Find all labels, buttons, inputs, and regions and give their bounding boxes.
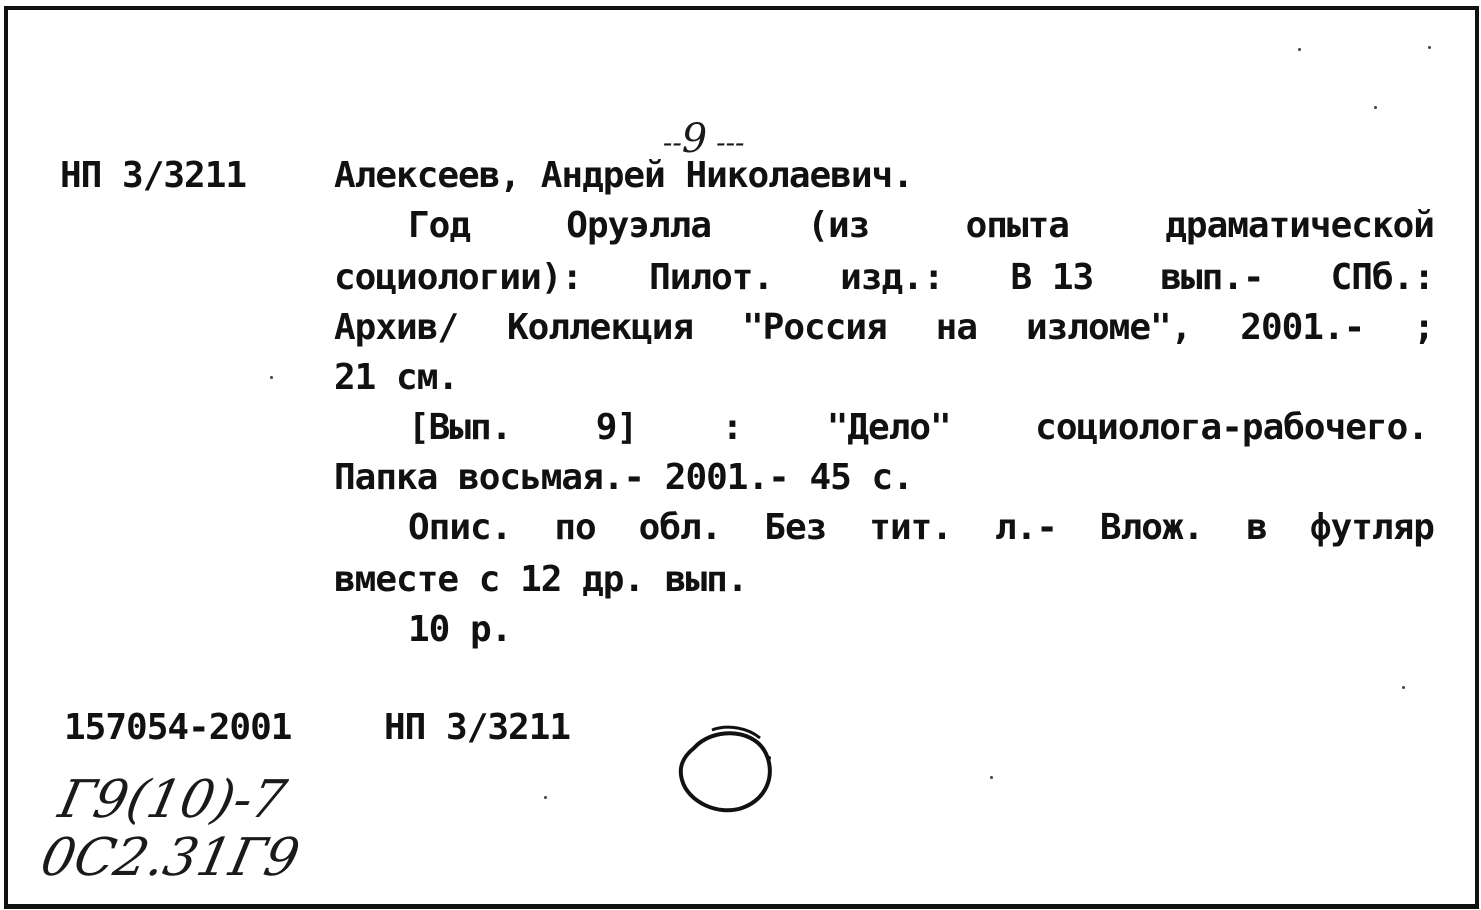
- word: В 13: [1010, 257, 1094, 298]
- word: 2001.-: [1240, 307, 1365, 348]
- word: Оруэлла: [566, 205, 712, 246]
- note-line-2: вместе с 12 др. вып.: [334, 559, 748, 600]
- word: вып.-: [1160, 257, 1264, 298]
- call-number: НП 3/3211: [60, 155, 247, 196]
- word: "Дело": [826, 407, 951, 448]
- word: Пилот.: [649, 257, 774, 298]
- library-stamp-icon: [672, 720, 782, 820]
- word: Год: [408, 205, 471, 246]
- volume-line-1: [408, 407, 1428, 448]
- word: изд.:: [840, 257, 944, 298]
- word: ;: [1413, 307, 1434, 348]
- handwritten-classification-2: 0С2.31Г9: [35, 828, 305, 888]
- call-number-bottom: НП 3/3211: [384, 707, 571, 748]
- word: изломе",: [1025, 307, 1192, 348]
- word: л.-: [994, 507, 1057, 548]
- word: обл.: [638, 507, 722, 548]
- speck: [1402, 686, 1405, 689]
- speck: [1374, 106, 1377, 109]
- volume-line-2: Папка восьмая.- 2001.- 45 с.: [334, 457, 913, 498]
- word: 9]: [595, 407, 638, 448]
- title-line-2: [334, 257, 1434, 298]
- page-mark-number: 9: [681, 116, 708, 162]
- note-line-1: [408, 507, 1434, 548]
- word: (из: [807, 205, 870, 246]
- speck: [270, 376, 273, 379]
- word: СПб.:: [1330, 257, 1434, 298]
- word: социологии):: [334, 257, 583, 298]
- word: Опис.: [408, 507, 512, 548]
- word: "Россия: [742, 307, 887, 348]
- speck: [1298, 48, 1301, 51]
- catalog-card: [4, 6, 1479, 909]
- word: социолога-рабочего.: [1035, 407, 1428, 448]
- word: Без: [764, 507, 827, 548]
- speck: [1428, 46, 1431, 49]
- word: [Вып.: [408, 407, 512, 448]
- word: по: [554, 507, 596, 548]
- accession-number: 157054-2001: [64, 707, 292, 748]
- price: 10 р.: [408, 609, 512, 650]
- page-mark-dash-left: --: [662, 126, 682, 159]
- word: тит.: [869, 507, 952, 548]
- word: драматической: [1165, 205, 1434, 246]
- title-line-3: [334, 307, 1434, 348]
- author-heading: Алексеев, Андрей Николаевич.: [334, 155, 913, 196]
- speck: [990, 776, 993, 779]
- word: в: [1246, 507, 1267, 548]
- title-line-1: [408, 205, 1434, 246]
- page-mark-dash-right: ---: [707, 126, 745, 159]
- word: на: [935, 307, 978, 348]
- title-line-4: 21 см.: [334, 357, 459, 398]
- word: Влож.: [1099, 507, 1204, 548]
- word: футляр: [1309, 507, 1434, 548]
- word: Архив/: [334, 307, 459, 348]
- handwritten-classification-1: Г9(10)-7: [53, 770, 292, 830]
- word: :: [721, 407, 743, 448]
- word: опыта: [965, 205, 1069, 246]
- word: Коллекция: [506, 307, 694, 348]
- speck: [544, 796, 547, 799]
